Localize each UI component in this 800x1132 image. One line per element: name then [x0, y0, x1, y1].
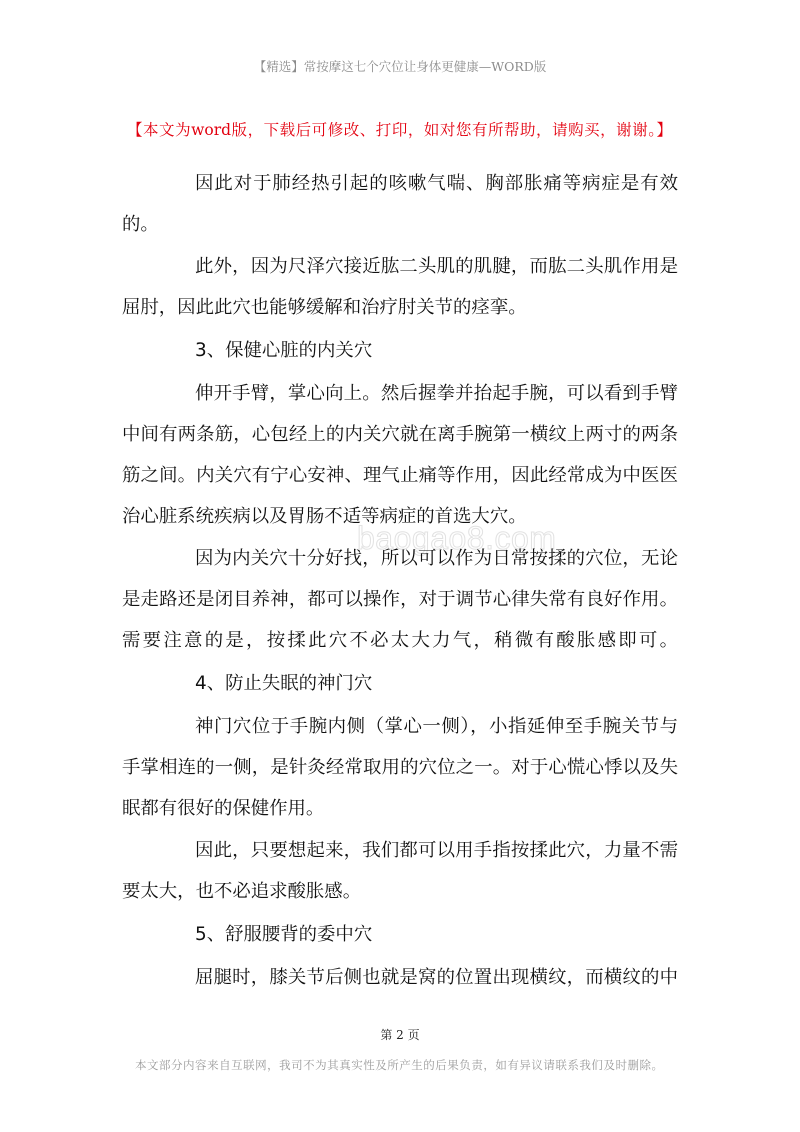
footer-disclaimer: 本文部分内容来自互联网，我司不为其真实性及所产生的后果负责，如有异议请联系我们及时删除。 [135, 1058, 663, 1072]
paragraph [122, 373, 678, 537]
text-line: 是走路还是闭目养神，都可以操作，对于调节心律失常有良好作用。 [122, 589, 678, 611]
text-line: 需要注意的是，按揉此穴不必太大力气，稍微有酸胀感即可。 [122, 630, 678, 652]
section-heading-text: 5、舒服腰背的委中穴 [195, 924, 373, 945]
text-line: 此外，因为尺泽穴接近肱二头肌的肌腱，而肱二头肌作用是 [195, 256, 678, 278]
text-line: 屈腿时，膝关节后侧也就是窝的位置出现横纹，而横纹的中 [195, 966, 678, 988]
text-line: 筋之间。内关穴有宁心安神、理气止痛等作用，因此经常成为中医医 [122, 464, 678, 486]
text-line: 要太大，也不必追求酸胀感。 [122, 881, 362, 903]
text-line: 因此对于肺经热引起的咳嗽气喘、胸部胀痛等病症是有效 [195, 172, 678, 194]
text-line: 神门穴位于手腕内侧（掌心一侧），小指延伸至手腕关节与 [195, 715, 678, 737]
section-heading-text: 3、保健心脏的内关穴 [195, 339, 373, 361]
section-heading [122, 663, 678, 704]
page-header-title: 【精选】常按摩这七个穴位让身体更健康—WORD版 [253, 59, 547, 74]
text-line: 眠都有很好的保健作用。 [122, 797, 325, 819]
page-number: 第 2 页 [380, 1028, 420, 1042]
paragraph [122, 706, 678, 829]
download-notice: 【本文为word版，下载后可修改、打印，如对您有所帮助，请购买，谢谢。】 [127, 121, 672, 139]
section-heading [122, 330, 678, 371]
text-line: 伸开手臂，掌心向上。然后握拳并抬起手腕，可以看到手臂 [195, 382, 678, 404]
document-body [122, 163, 678, 998]
watermark: baogao8.com [357, 520, 557, 556]
section-heading-text: 4、防止失眠的神门穴 [195, 672, 373, 694]
paragraph [122, 957, 678, 998]
text-line: 因为内关穴十分好找，所以可以作为日常按揉的穴位，无论 [195, 548, 678, 570]
text-line: 治心脏系统疾病以及胃肠不适等病症的首选大穴。 [122, 505, 527, 527]
text-line: 手掌相连的一侧，是针灸经常取用的穴位之一。对于心慌心悸以及失 [122, 756, 678, 778]
text-line: 中间有两条筋，心包经上的内关穴就在离手腕第一横纹上两寸的两条 [122, 423, 678, 445]
paragraph [122, 538, 678, 661]
paragraph [122, 163, 678, 245]
section-heading [122, 914, 678, 955]
paragraph [122, 830, 678, 912]
text-line: 屈肘，因此此穴也能够缓解和治疗肘关节的痉挛。 [122, 297, 527, 319]
paragraph [122, 246, 678, 328]
text-line: 的。 [122, 213, 159, 235]
text-line: 因此，只要想起来，我们都可以用手指按揉此穴，力量不需 [195, 840, 678, 862]
